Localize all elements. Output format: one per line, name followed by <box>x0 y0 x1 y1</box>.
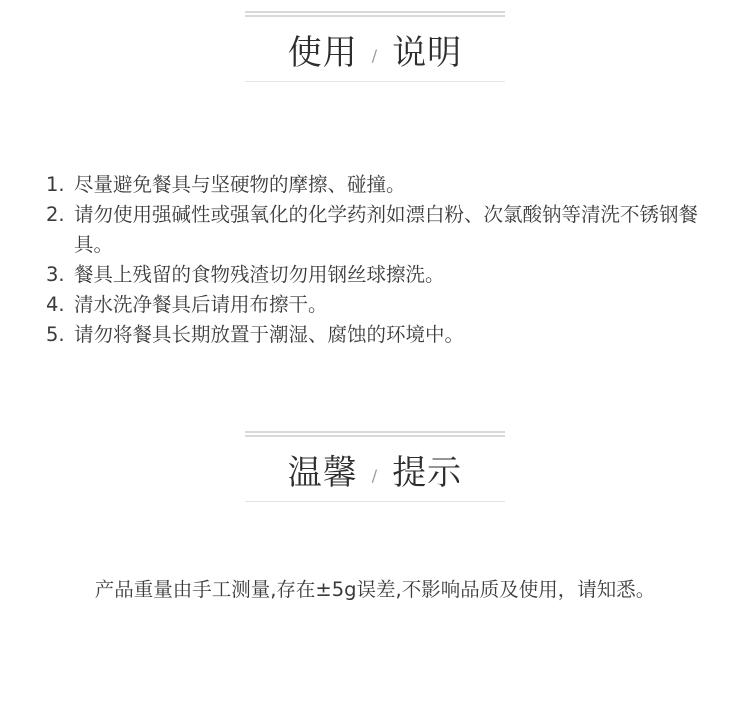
list-item <box>46 170 726 200</box>
tips-heading-block <box>245 431 505 502</box>
usage-title-right: 说明 <box>392 32 463 73</box>
usage-list <box>46 170 726 350</box>
list-item-number: 3. <box>46 263 65 286</box>
list-item-text: 餐具上残留的食物残渣切勿用钢丝球擦洗。 <box>74 263 445 286</box>
list-item-text: 请勿将餐具长期放置于潮湿、腐蚀的环境中。 <box>74 323 465 346</box>
weight-note: 产品重量由手工测量,存在±5g误差,不影响品质及使用，请知悉。 <box>94 578 656 601</box>
usage-title-left: 使用 <box>287 32 358 73</box>
heading-bottom-rule <box>245 81 505 82</box>
tips-title-right: 提示 <box>392 452 463 493</box>
tips-title-left: 温馨 <box>287 452 358 493</box>
heading-bottom-rule <box>245 501 505 502</box>
list-item-text: 清水洗净餐具后请用布擦干。 <box>74 293 328 316</box>
list-item-text: 尽量避免餐具与坚硬物的摩擦、碰撞。 <box>74 173 406 196</box>
list-item-text: 请勿使用强碱性或强氧化的化学药剂如漂白粉、次氯酸钠等清洗不锈钢餐具。 <box>74 203 699 256</box>
list-item <box>46 200 726 260</box>
list-item <box>46 320 726 350</box>
list-item-number: 5. <box>46 323 65 346</box>
title-separator: / <box>371 45 379 65</box>
usage-heading <box>245 17 505 81</box>
list-item-number: 2. <box>46 203 65 226</box>
heading-top-rule <box>245 11 505 17</box>
usage-heading-block <box>245 11 505 82</box>
heading-top-rule <box>245 431 505 437</box>
list-item <box>46 290 726 320</box>
list-item-number: 1. <box>46 173 65 196</box>
tips-heading <box>245 437 505 501</box>
list-item-number: 4. <box>46 293 65 316</box>
title-separator: / <box>371 465 379 485</box>
list-item <box>46 260 726 290</box>
